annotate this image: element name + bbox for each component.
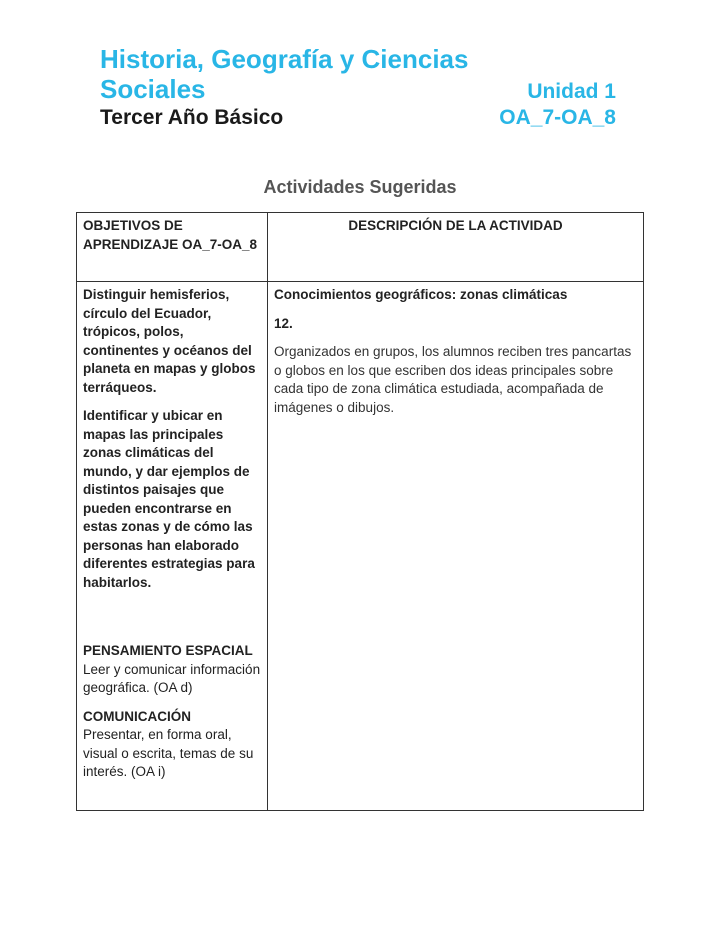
grade-label: Tercer Año Básico (100, 106, 284, 129)
document-header (100, 44, 616, 131)
table-row (77, 282, 644, 811)
subject-title-line2: Sociales (100, 74, 206, 104)
skill-text: Presentar, en forma oral, visual o escrita, temas de su interés. (OA i) (83, 727, 254, 779)
activity-table (76, 212, 644, 811)
description-header: DESCRIPCIÓN DE LA ACTIVIDAD (268, 213, 644, 282)
skill-text: Leer y comunicar información geográfica. (OA d) (83, 661, 261, 695)
oa-range-label: OA_7-OA_8 (499, 106, 616, 129)
subject-title-line1: Historia, Geografía y Ciencias (100, 44, 469, 74)
spacer (83, 602, 261, 642)
section-title: Actividades Sugeridas (263, 177, 457, 197)
activity-description: Organizados en grupos, los alumnos reciben tres pancartas o globos en los que escriben dos ideas principales sobre cada tipo de zona climática estudiada, acompañada de imágenes o dibujos. (274, 344, 632, 415)
objective-item: Identificar y ubicar en mapas las principales zonas climáticas del mundo, y dar ejemplos de distintos paisajes que pueden encontrarse en estas zonas y de cómo las personas han elaborado diferentes estrategias para habitarlos. (83, 408, 255, 590)
skill-heading: COMUNICACIÓN (83, 708, 191, 724)
description-cell (268, 282, 644, 811)
skill-item (83, 708, 261, 782)
objectives-header: OBJETIVOS DE APRENDIZAJE OA_7-OA_8 (77, 213, 268, 282)
table-header-row (77, 213, 644, 282)
objective-item: Distinguir hemisferios, círculo del Ecuador, trópicos, polos, continentes y océanos del planeta en mapas y globos terráqueos. (83, 287, 256, 395)
skill-item (83, 642, 261, 698)
unit-label: Unidad 1 (527, 80, 616, 103)
title-row (100, 74, 616, 107)
skill-heading: PENSAMIENTO ESPACIAL (83, 643, 253, 658)
activity-number: 12. (274, 315, 293, 331)
activity-title: Conocimientos geográficos: zonas climáticas (274, 287, 568, 302)
subtitle-row (100, 105, 616, 131)
objectives-cell (77, 282, 268, 811)
